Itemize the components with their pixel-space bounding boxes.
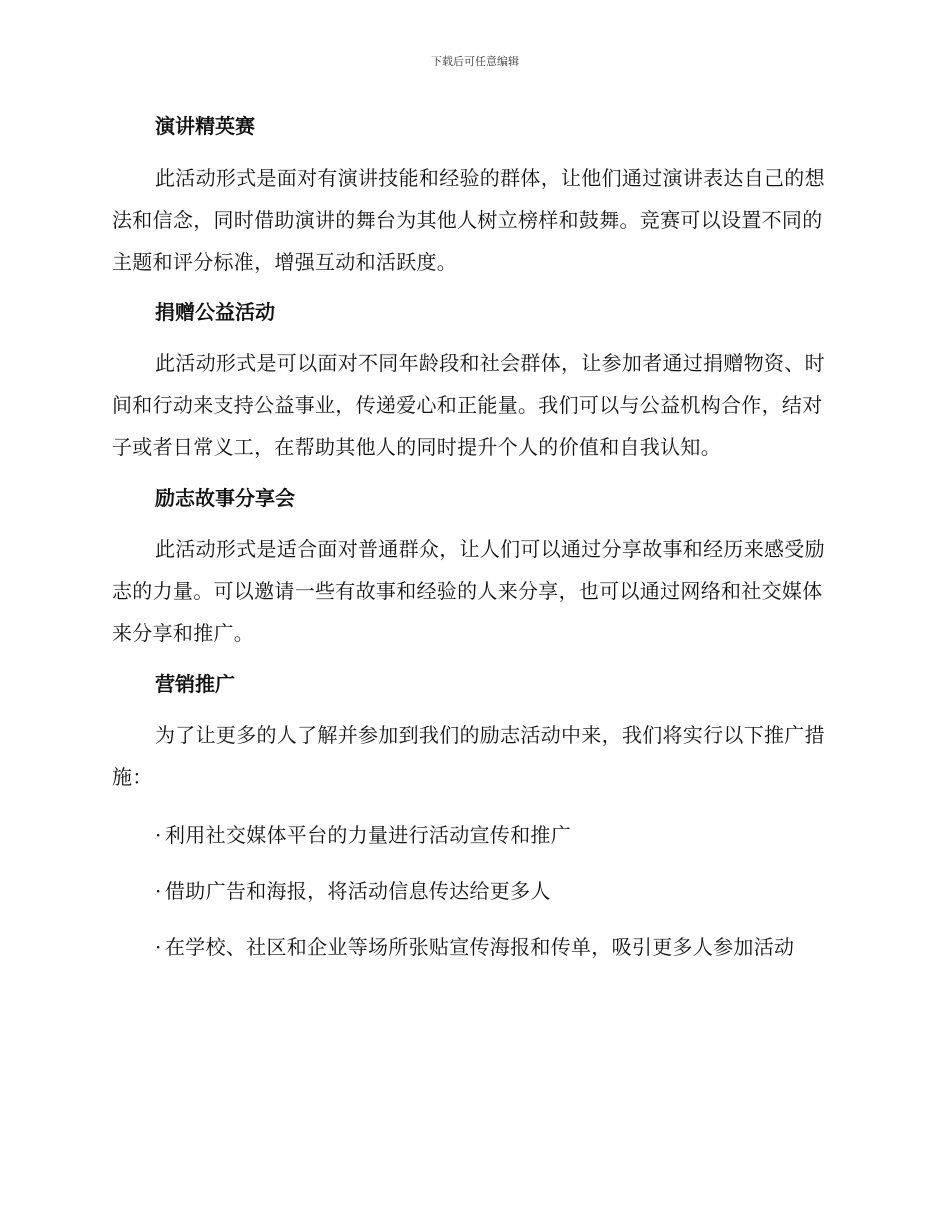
bullet-item xyxy=(112,926,830,968)
bullet-dot: · xyxy=(155,935,162,959)
bullet-dot: · xyxy=(155,823,162,847)
bullet-dot: · xyxy=(155,879,162,903)
section-body-speech-contest: 此活动形式是面对有演讲技能和经验的群体，让他们通过演讲表达自己的想法和信念，同时借助演讲的舞台为其他人树立榜样和鼓舞。竞赛可以设置不同的主题和评分标准，增强互动和活跃度。 xyxy=(112,166,825,274)
section-body-marketing: 为了让更多的人了解并参加到我们的励志活动中来，我们将实行以下推广措施： xyxy=(112,723,825,789)
bullet-text: 借助广告和海报，将活动信息传达给更多人 xyxy=(165,879,551,903)
section-heading-story-sharing: 励志故事分享会 xyxy=(155,486,295,510)
section-body-story-sharing: 此活动形式是适合面对普通群众，让人们可以通过分享故事和经历来感受励志的力量。可以邀请一些有故事和经验的人来分享，也可以通过网络和社交媒体来分享和推广。 xyxy=(112,537,825,645)
section-heading-charity: 捐赠公益活动 xyxy=(155,300,275,324)
bullet-item xyxy=(112,870,830,912)
bullet-text: 利用社交媒体平台的力量进行活动宣传和推广 xyxy=(165,823,571,847)
section-heading-marketing: 营销推广 xyxy=(155,672,235,696)
bullet-text: 在学校、社区和企业等场所张贴宣传海报和传单，吸引更多人参加活动 xyxy=(165,935,795,959)
document-body xyxy=(112,108,830,968)
section-heading-speech-contest: 演讲精英赛 xyxy=(155,114,255,138)
bullet-item xyxy=(112,814,830,856)
section-body-charity: 此活动形式是可以面对不同年龄段和社会群体，让参加者通过捐赠物资、时间和行动来支持公益事业，传递爱心和正能量。我们可以与公益机构合作，结对子或者日常义工，在帮助其他人的同时提升个人的价值和自我认知。 xyxy=(112,351,825,459)
page-header: 下载后可任意编辑 xyxy=(431,55,519,68)
